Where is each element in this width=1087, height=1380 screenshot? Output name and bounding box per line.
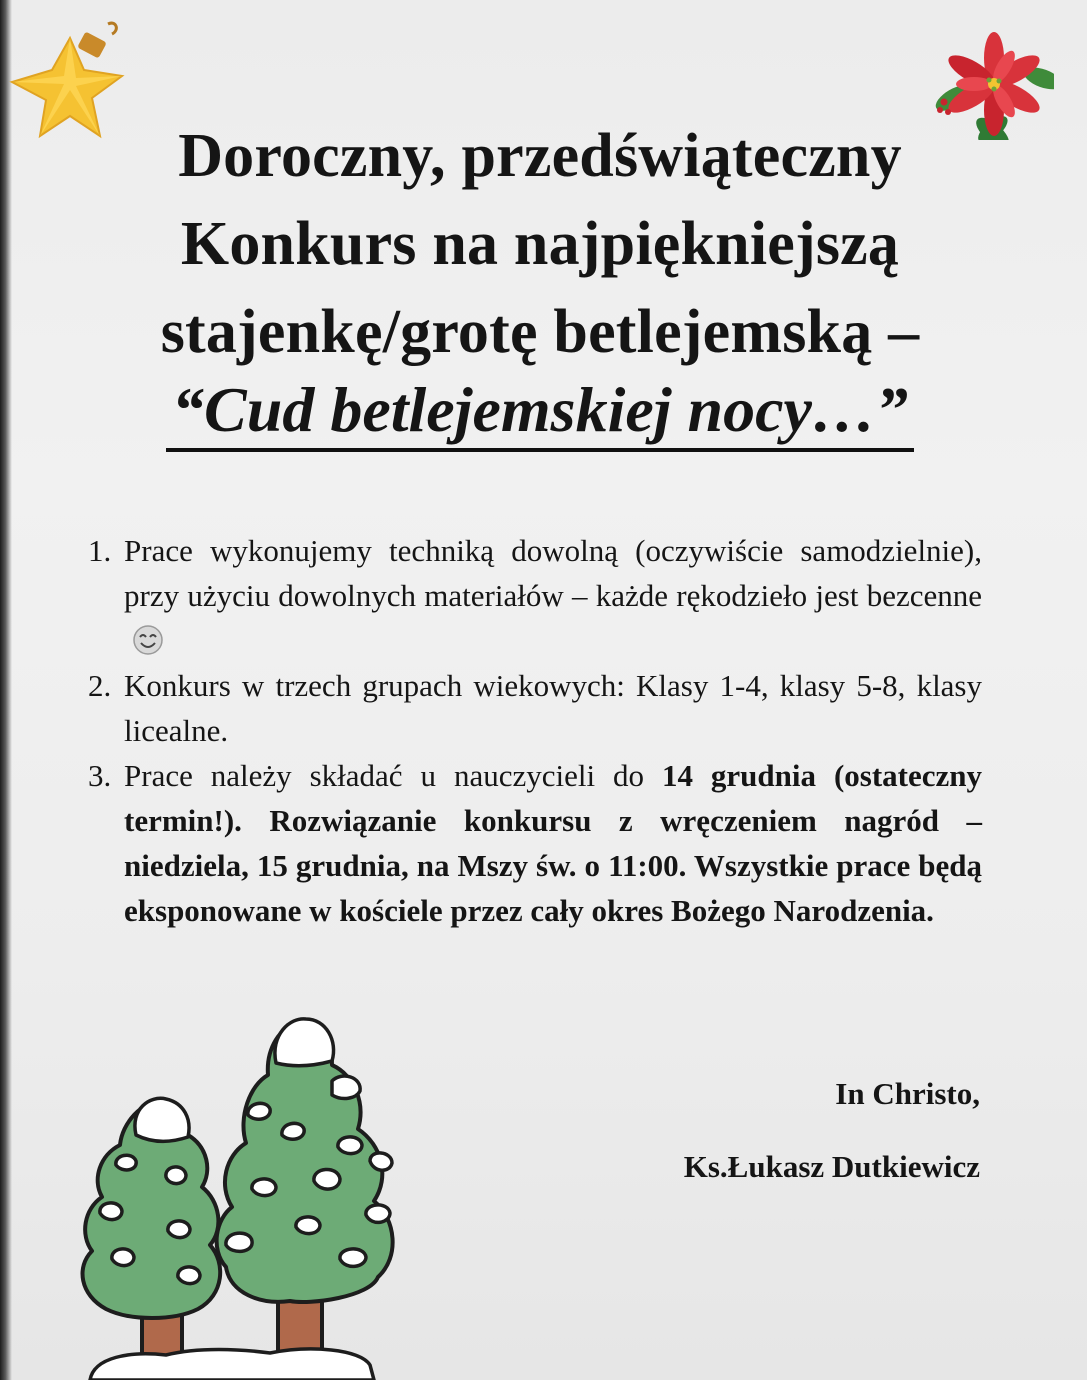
rule-item-3 <box>88 753 982 933</box>
title-line-3: stajenkę/grotę betlejemską – <box>160 298 920 366</box>
poster-title <box>40 112 1040 376</box>
rules-list <box>88 528 982 933</box>
rule-item-2 <box>88 663 982 753</box>
rule-text-bold: 14 grudnia (ostateczny termin!). Rozwiązanie konkursu z wręczeniem nagród – niedziela, 15 grudnia, na Mszy św. o 11:00. Wszystkie prace będą eksponowane w kościele przez cały okres Bożego Narodzenia. <box>124 758 982 928</box>
signature-greeting: In Christo, <box>835 1076 980 1111</box>
title-line-2: Konkurs na najpiękniejszą <box>180 210 900 278</box>
title-line-1: Doroczny, przedświąteczny <box>178 122 902 190</box>
paper-edge-shadow <box>0 0 12 1380</box>
signature <box>684 1057 980 1203</box>
rule-number: 1. <box>88 533 112 568</box>
smiling-face-icon <box>132 624 164 656</box>
rule-text: Konkurs w trzech grupach wiekowych: Klasy 1-4, klasy 5-8, klasy licealne. <box>124 668 982 748</box>
rule-text: Prace wykonujemy techniką dowolną (oczywiście samodzielnie), przy użyciu dowolnych materiałów – każde rękodzieło jest bezcenne <box>124 533 982 613</box>
rule-number: 2. <box>88 668 112 703</box>
poster-subtitle <box>40 372 1040 452</box>
subtitle-text: “Cud betlejemskiej nocy…” <box>166 372 914 452</box>
rule-item-1 <box>88 528 982 663</box>
snowy-trees-icon <box>70 1005 410 1380</box>
rule-number: 3. <box>88 758 112 793</box>
rule-text: Prace należy składać u nauczycieli do <box>124 758 662 793</box>
signature-name: Ks.Łukasz Dutkiewicz <box>683 1149 980 1184</box>
